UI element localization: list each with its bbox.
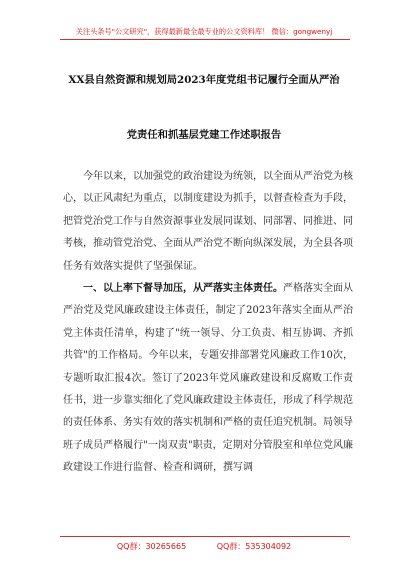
document-title-line-2: 党责任和抓基层党建工作述职报告 xyxy=(126,129,282,141)
section-1-heading: 一、以上率下督导加压，从严落实主体责任。 xyxy=(83,283,283,295)
header-divider xyxy=(60,39,350,40)
section-1-paragraph xyxy=(63,278,353,480)
intro-paragraph: 今年以来，以加强党的政治建设为统领，以全面从严治党为核心，以正风肃纪为重点，以制度建设为抓手，以督查检查为手段，把管党治党工作与自然资源事业发展同谋划、同部署、同推进、同考核，推动管党治党、全面从严治党不断向纵深发展，为全县各项任务有效落实提供了坚强保证。 xyxy=(63,171,353,272)
footer-divider xyxy=(60,536,350,537)
qq-group-2: QQ群：535304092 xyxy=(216,542,292,551)
section-1-text: 严格落实全面从严治党及党风廉政建设主体责任，制定了2023年落实全面从严治党主体责任清单，构建了"统一领导、分工负责、相互协调、齐抓共管"的工作格局。今年以来，专题安排部署党风廉政工作10次，专题听取汇报4次。签订了2023年党风廉政建设和反腐败工作责任书，进一步靠实细化了党风廉政建设主体责任，形成了科学规范的责任体系、务实有效的落实机制和严格的责任追究机制。局领导班子成员严格履行"一岗双责"职责，定期对分管股室和单位党风廉政建设工作进行监督、检查和调研，撰写调 xyxy=(63,283,353,474)
qq-footer xyxy=(0,541,408,552)
document-body xyxy=(63,166,353,480)
promo-header: 关注头条号"公文研究"，获得最新最全最专业的公文资料库！ 微信：gongwenyj xyxy=(75,27,333,36)
document-title-line-1: XX县自然资源和规划局2023年度党组书记履行全面从严治 xyxy=(68,74,340,86)
qq-group-1: QQ群：30265665 xyxy=(116,542,187,551)
